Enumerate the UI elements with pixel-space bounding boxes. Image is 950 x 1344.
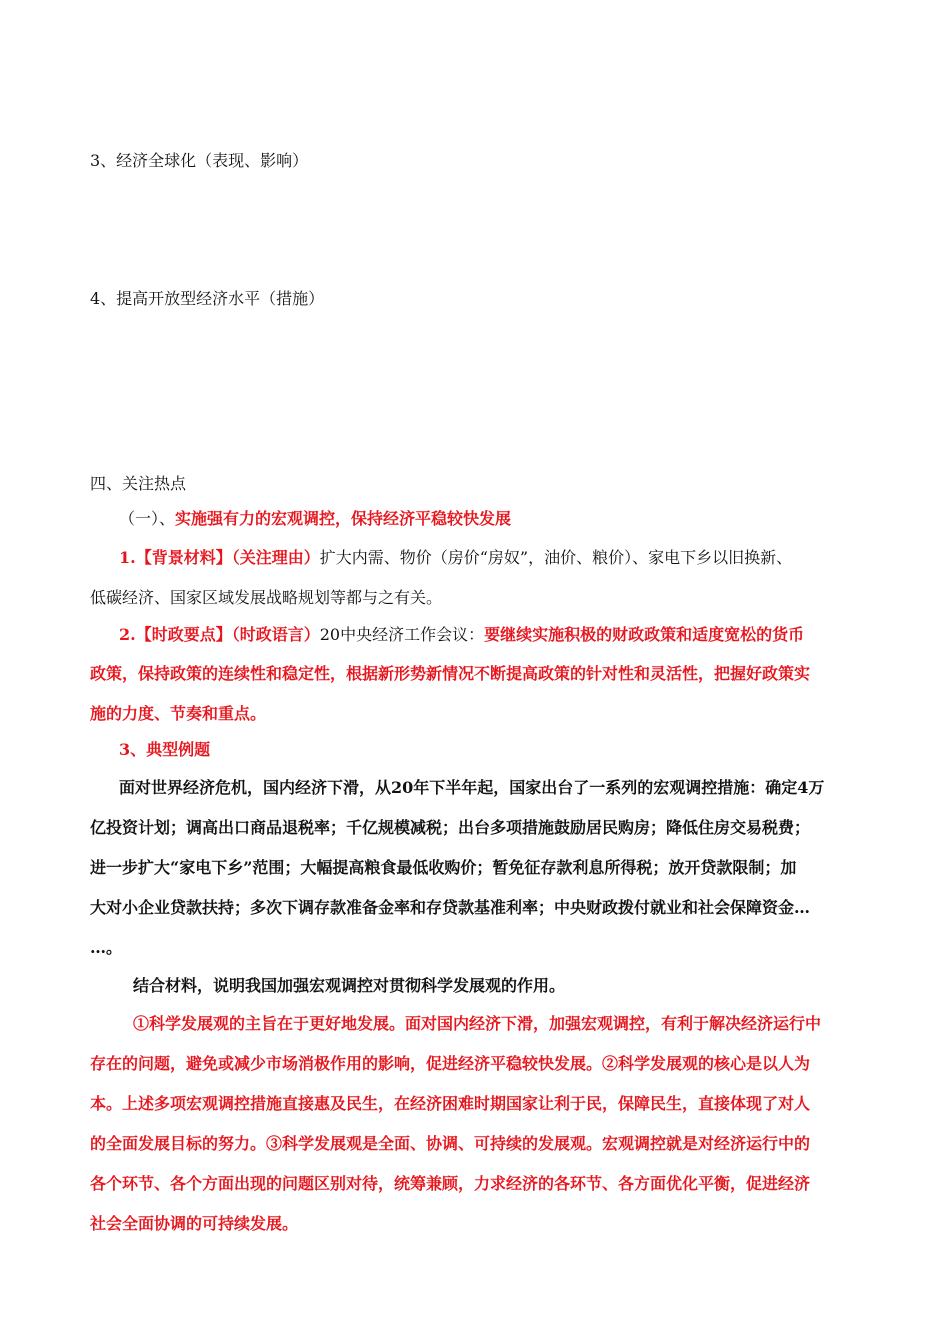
policy-points-meeting: 20中央经济工作会议： xyxy=(319,625,485,644)
background-material-label: 1.【背景材料】（关注理由） xyxy=(119,548,320,567)
item-3-heading: 3、经济全球化（表现、影响） xyxy=(90,151,309,170)
typical-example-heading: 3、典型例题 xyxy=(119,740,211,759)
example-line-5: …。 xyxy=(90,938,123,957)
policy-points-line-1 xyxy=(119,625,804,645)
example-line-1: 面对世界经济危机，国内经济下滑，从20年下半年起，国家出台了一系列的宏观调控措施：确定4万 xyxy=(119,778,825,797)
section-4-heading: 四、关注热点 xyxy=(90,474,187,493)
policy-points-line-2: 政策，保持政策的连续性和稳定性，根据新形势新情况不断提高政策的针对性和灵活性，把握好政策实 xyxy=(90,664,811,683)
background-material-text-1: 扩大内需、物价（房价“房奴”，油价、粮价）、家电下乡以旧换新、 xyxy=(319,548,793,567)
answer-line-1: ①科学发展观的主旨在于更好地发展。面对国内经济下滑，加强宏观调控，有利于解决经济运行中 xyxy=(133,1014,822,1033)
answer-line-6: 社会全面协调的可持续发展。 xyxy=(90,1214,299,1233)
policy-points-line-3: 施的力度、节奏和重点。 xyxy=(90,704,267,723)
background-material-line-2: 低碳经济、国家区域发展战略规划等都与之有关。 xyxy=(90,588,443,607)
example-line-4: 大对小企业贷款扶持；多次下调存款准备金率和存贷款基准利率；中央财政拨付就业和社会保障资金… xyxy=(90,898,811,917)
example-line-3: 进一步扩大“家电下乡”范围；大幅提高粮食最低收购价；暂免征存款利息所得税；放开贷款限制；加 xyxy=(90,858,797,877)
policy-points-text-1: 要继续实施积极的财政政策和适度宽松的货币 xyxy=(484,625,805,644)
question-text: 结合材料，说明我国加强宏观调控对贯彻科学发展观的作用。 xyxy=(133,976,566,995)
answer-line-5: 各个环节、各个方面出现的问题区别对待，统筹兼顾，力求经济的各环节、各方面优化平衡，促进经济 xyxy=(90,1174,811,1193)
answer-line-3: 本。上述多项宏观调控措施直接惠及民生，在经济困难时期国家让利于民，保障民生，直接体现了对人 xyxy=(90,1094,811,1113)
background-material-line-1 xyxy=(119,548,792,568)
example-line-2: 亿投资计划；调高出口商品退税率；千亿规模减税；出台多项措施鼓励居民购房；降低住房交易税费； xyxy=(90,818,811,837)
subsection-1-prefix: （一）、 xyxy=(119,509,176,528)
subsection-1-title: 实施强有力的宏观调控，保持经济平稳较快发展 xyxy=(175,509,512,528)
policy-points-label: 2.【时政要点】（时政语言） xyxy=(119,625,320,644)
answer-line-2: 存在的问题，避免或减少市场消极作用的影响，促进经济平稳较快发展。②科学发展观的核心是以人为 xyxy=(90,1054,811,1073)
item-4-heading: 4、提高开放型经济水平（措施） xyxy=(90,289,325,308)
subsection-1-heading xyxy=(119,509,511,529)
answer-line-4: 的全面发展目标的努力。③科学发展观是全面、协调、可持续的发展观。宏观调控就是对经济运行中的 xyxy=(90,1134,811,1153)
